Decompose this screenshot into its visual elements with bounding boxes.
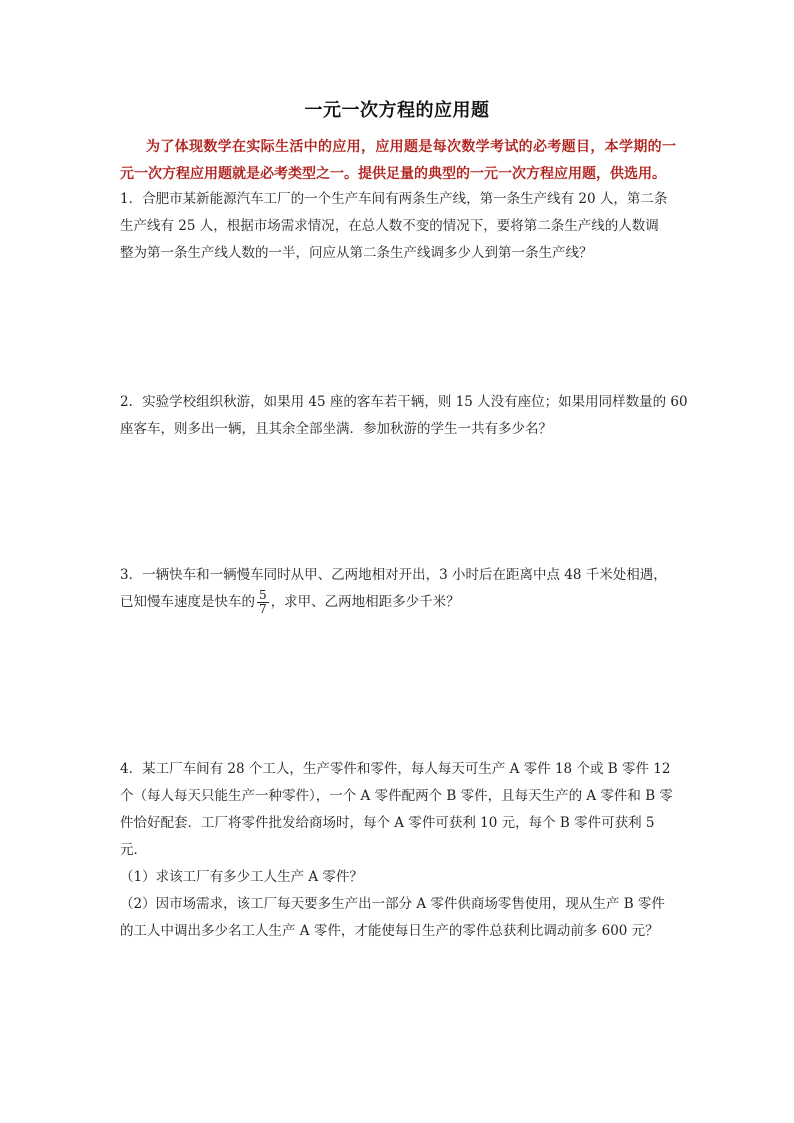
problem-3-line-2 <box>120 589 676 616</box>
problem-3-line-1: 3．一辆快车和一辆慢车同时从甲、乙两地相对开出，3 小时后在距离中点 48 千米处相遇， <box>120 567 667 583</box>
fraction-denominator: 7 <box>259 602 267 616</box>
problem-1-line-2: 生产线有 25 人，根据市场需求情况，在总人数不变的情况下，要将第二条生产线的人数调 <box>120 218 659 234</box>
problem-2-line-2: 座客车，则多出一辆，且其余全部坐满．参加秋游的学生一共有多少名？ <box>120 421 552 437</box>
problem-2-line-1: 2．实验学校组织秋游，如果用 45 座的客车若干辆，则 15 人没有座位；如果用同样数量的 60 <box>120 394 688 410</box>
problem-4-line-2: 个（每人每天只能生产一种零件），一个 A 零件配两个 B 零件，且每天生产的 A 零件和 B 零 <box>120 788 673 804</box>
problem-4-question-2-line-1: （2）因市场需求，该工厂每天要多生产出一部分 A 零件供商场零售使用，现从生产 B 零件 <box>120 896 665 912</box>
problem-1-line-1: 1．合肥市某新能源汽车工厂的一个生产车间有两条生产线，第一条生产线有 20 人，第二条 <box>120 191 668 207</box>
problem-1 <box>120 186 676 267</box>
fraction <box>257 589 269 616</box>
problem-4-line-3: 件恰好配套．工厂将零件批发给商场时，每个 A 零件可获利 10 元，每个 B 零件可获利 5 <box>120 815 655 831</box>
problem-4-line-1: 4．某工厂车间有 28 个工人，生产零件和零件，每人每天可生产 A 零件 18 个或 B 零件 12 <box>120 761 671 777</box>
problem-2 <box>120 389 688 443</box>
page-title: 一元一次方程的应用题 <box>304 100 490 121</box>
intro-paragraph: 为了体现数学在实际生活中的应用，应用题是每次数学考试的必考题目，本学期的一元一次方程应用题就是必考类型之一。提供足量的典型的一元一次方程应用题，供选用。 <box>120 139 676 182</box>
problem-4-line-4: 元． <box>120 842 147 858</box>
problem-3 <box>120 562 676 616</box>
problem-4 <box>120 756 676 945</box>
problem-4-question-1: （1）求该工厂有多少工人生产 A 零件？ <box>120 869 363 885</box>
problem-4-question-2-line-2: 的工人中调出多少名工人生产 A 零件，才能使每日生产的零件总获利比调动前多 600 元？ <box>120 923 659 939</box>
problem-3-line-2-start: 已知慢车速度是快车的 <box>120 594 255 610</box>
problem-1-line-3: 整为第一条生产线人数的一半，问应从第二条生产线调多少人到第一条生产线？ <box>120 245 593 261</box>
fraction-numerator: 5 <box>259 588 267 602</box>
problem-3-line-2-end: ，求甲、乙两地相距多少千米？ <box>270 594 460 610</box>
